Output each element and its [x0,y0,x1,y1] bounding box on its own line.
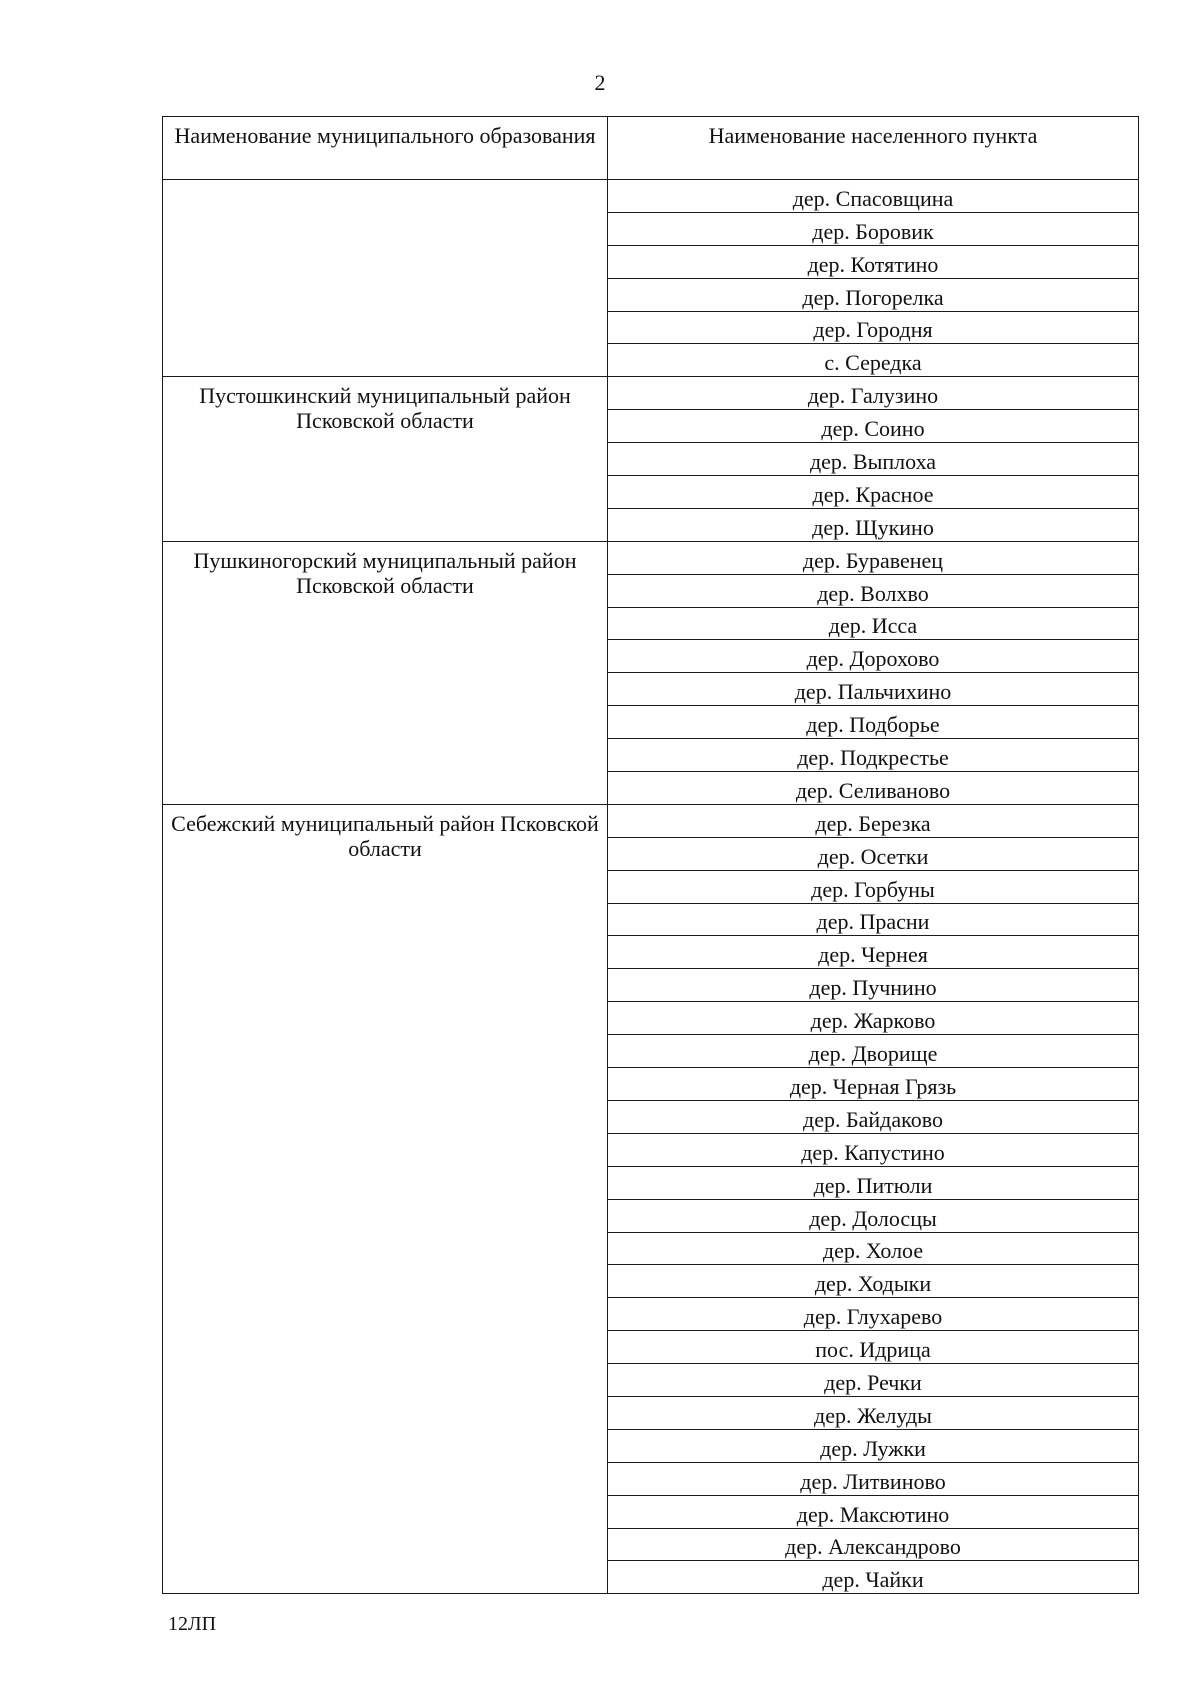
municipality-cell: Пустошкинский муниципальный район Псковской области [163,377,608,541]
settlement-cell: дер. Щукино [608,508,1139,541]
settlement-cell: дер. Горбуны [608,870,1139,903]
settlement-cell: дер. Галузино [608,377,1139,410]
settlement-cell: дер. Речки [608,1364,1139,1397]
municipality-cell: Себежский муниципальный район Псковской области [163,804,608,1593]
settlement-cell: дер. Выплоха [608,443,1139,476]
settlement-cell: дер. Волхво [608,574,1139,607]
settlement-cell: дер. Глухарево [608,1298,1139,1331]
settlement-cell: дер. Жарково [608,1002,1139,1035]
settlement-cell: дер. Красное [608,476,1139,509]
settlement-cell: дер. Погорелка [608,278,1139,311]
settlement-cell: дер. Дорохово [608,640,1139,673]
header-row [163,117,1139,180]
settlement-cell: дер. Березка [608,804,1139,837]
settlement-column-header: Наименование населенного пункта [608,117,1139,180]
settlement-cell: дер. Селиваново [608,772,1139,805]
settlement-cell: дер. Исса [608,607,1139,640]
settlement-cell: дер. Осетки [608,837,1139,870]
table-row [163,377,1139,410]
municipality-cell [163,180,608,377]
table-body [163,180,1139,1594]
table-row [163,541,1139,574]
table-row [163,804,1139,837]
page-number: 2 [594,70,606,95]
settlement-cell: дер. Черная Грязь [608,1068,1139,1101]
settlement-cell: дер. Долосцы [608,1199,1139,1232]
settlement-cell: дер. Пучнино [608,969,1139,1002]
settlement-cell: дер. Городня [608,311,1139,344]
settlement-cell: дер. Прасни [608,903,1139,936]
table-row [163,180,1139,213]
settlement-cell: дер. Ходыки [608,1265,1139,1298]
settlement-cell: дер. Соино [608,410,1139,443]
table-header [163,117,1139,180]
municipality-cell: Пушкиногорский муниципальный район Псковской области [163,541,608,804]
settlement-cell: дер. Подборье [608,706,1139,739]
settlement-cell: дер. Пальчихино [608,673,1139,706]
settlement-cell: пос. Идрица [608,1331,1139,1364]
settlement-cell: дер. Подкрестье [608,739,1139,772]
settlement-cell: дер. Байдаково [608,1100,1139,1133]
settlement-cell: дер. Максютино [608,1495,1139,1528]
settlement-cell: дер. Лужки [608,1429,1139,1462]
settlement-cell: дер. Холое [608,1232,1139,1265]
settlement-cell: дер. Котятино [608,245,1139,278]
municipality-column-header: Наименование муниципального образования [163,117,608,180]
settlement-cell: с. Середка [608,344,1139,377]
settlement-cell: дер. Литвиново [608,1462,1139,1495]
settlement-cell: дер. Боровик [608,212,1139,245]
settlement-cell: дер. Желуды [608,1396,1139,1429]
settlements-table [162,116,1139,1594]
settlement-cell: дер. Спасовщина [608,180,1139,213]
settlement-cell: дер. Капустино [608,1133,1139,1166]
document-code: 12ЛП [168,1613,217,1635]
settlement-cell: дер. Буравенец [608,541,1139,574]
settlement-cell: дер. Чайки [608,1561,1139,1594]
settlement-cell: дер. Чернея [608,936,1139,969]
settlement-cell: дер. Александрово [608,1528,1139,1561]
settlement-cell: дер. Питюли [608,1166,1139,1199]
settlement-cell: дер. Дворище [608,1035,1139,1068]
